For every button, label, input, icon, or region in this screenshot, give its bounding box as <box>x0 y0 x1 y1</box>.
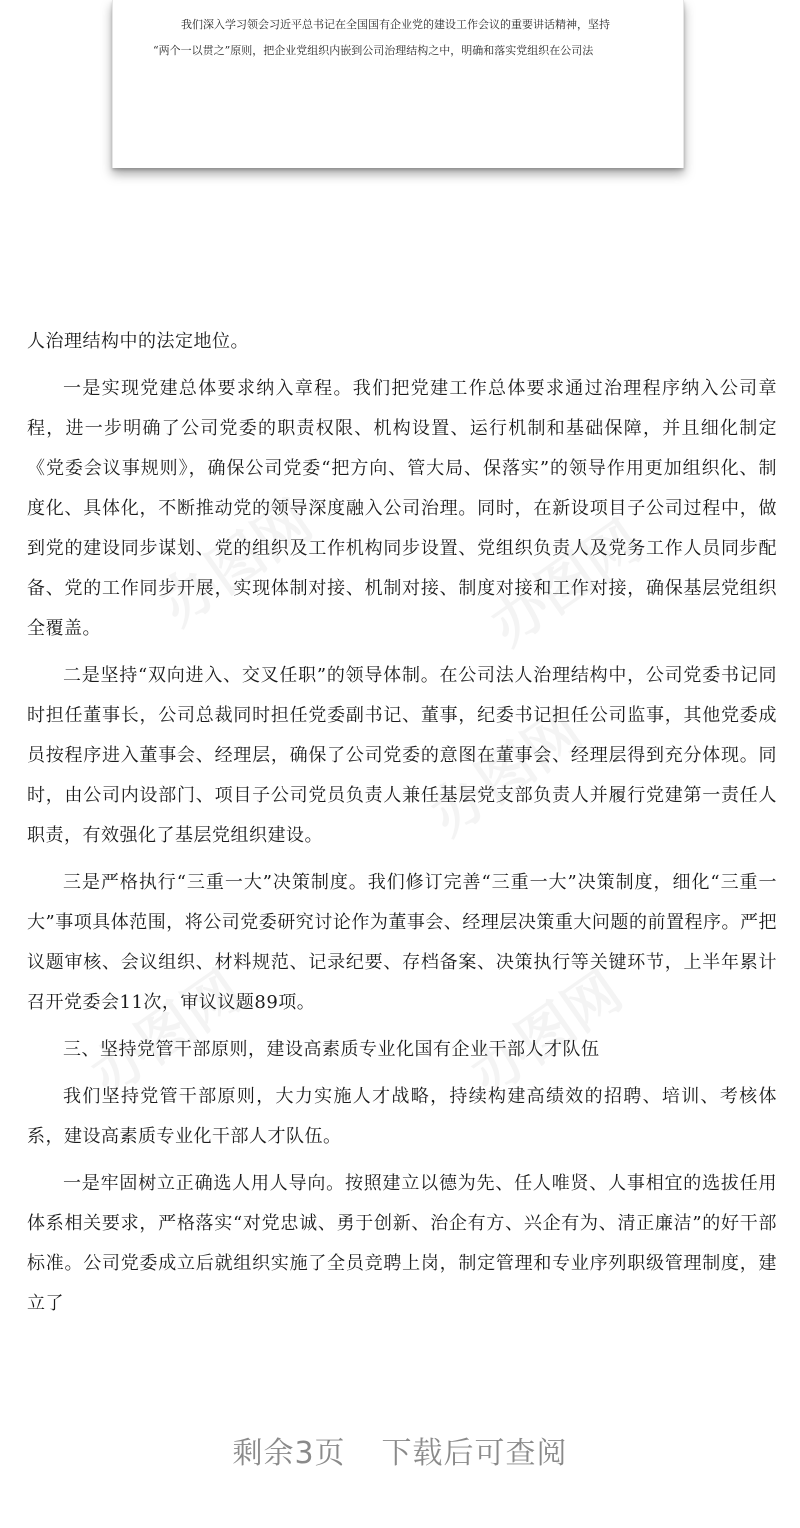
download-to-view-text: 下载后可查阅 <box>381 1436 568 1471</box>
paragraph-continuation: 人治理结构中的法定地位。 <box>27 331 249 352</box>
paragraph-leadership-system: 二是坚持“双向进入、交叉任职”的领导体制。在公司法人治理结构中，公司党委书记同时担任董事长，公司总裁同时担任党委副书记、董事，纪委书记担任公司监事，其他党委成员按程序进入董事会、经理层，确保了公司党委的意图在董事会、经理层得到充分体现。同时，由公司内设部门、项目子公司党员负责人兼任基层党支部负责人并履行党建第一责任人职责，有效强化了基层党组织建设。 <box>27 665 777 846</box>
remaining-pages-text: 剩余3页 <box>232 1436 346 1471</box>
preview-line-1: 我们深入学习领会习近平总书记在全国国有企业党的建设工作会议的重要讲话精神，坚持 <box>181 18 610 31</box>
paragraph-selection-guidance: 一是牢固树立正确选人用人导向。按照建立以德为先、任人唯贤、人事相宜的选拔任用体系相关要求，严格落实“对党忠诚、勇于创新、治企有方、兴企有为、清正廉洁”的好干部标准。公司党委成立后就组织实施了全员竞聘上岗，制定管理和专业序列职级管理制度，建立了 <box>27 1173 777 1314</box>
paragraph-cadre-principle: 我们坚持党管干部原则，大力实施人才战略，持续构建高绩效的招聘、培训、考核体系，建设高素质专业化干部人才队伍。 <box>27 1086 777 1147</box>
paragraph-party-building-charter: 一是实现党建总体要求纳入章程。我们把党建工作总体要求通过治理程序纳入公司章程，进一步明确了公司党委的职责权限、机构设置、运行机制和基础保障，并且细化制定《党委会议事规则》，确保公司党委“把方向、管大局、保落实”的领导作用更加组织化、制度化、具体化，不断推动党的领导深度融入公司治理。同时，在新设项目子公司过程中，做到党的建设同步谋划、党的组织及工作机构同步设置、党组织负责人及党务工作人员同步配备、党的工作同步开展，实现体制对接、机制对接、制度对接和工作对接，确保基层党组织全覆盖。 <box>27 378 777 639</box>
paragraph-decision-system: 三是严格执行“三重一大”决策制度。我们修订完善“三重一大”决策制度，细化“三重一大”事项具体范围，将公司党委研究讨论作为董事会、经理层决策重大问题的前置程序。严把议题审核、会议组织、材料规范、记录纪要、存档备案、决策执行等关键环节，上半年累计召开党委会11次，审议议题89项。 <box>27 872 777 1013</box>
page-preview-card <box>112 0 684 168</box>
document-body <box>27 322 777 1331</box>
remaining-pages-notice <box>0 1428 800 1472</box>
section-heading-cadre-principle: 三、坚持党管干部原则，建设高素质专业化国有企业干部人才队伍 <box>63 1039 600 1060</box>
preview-text <box>153 12 653 64</box>
preview-line-2: “两个一以贯之”原则，把企业党组织内嵌到公司治理结构之中，明确和落实党组织在公司法 <box>153 44 594 57</box>
